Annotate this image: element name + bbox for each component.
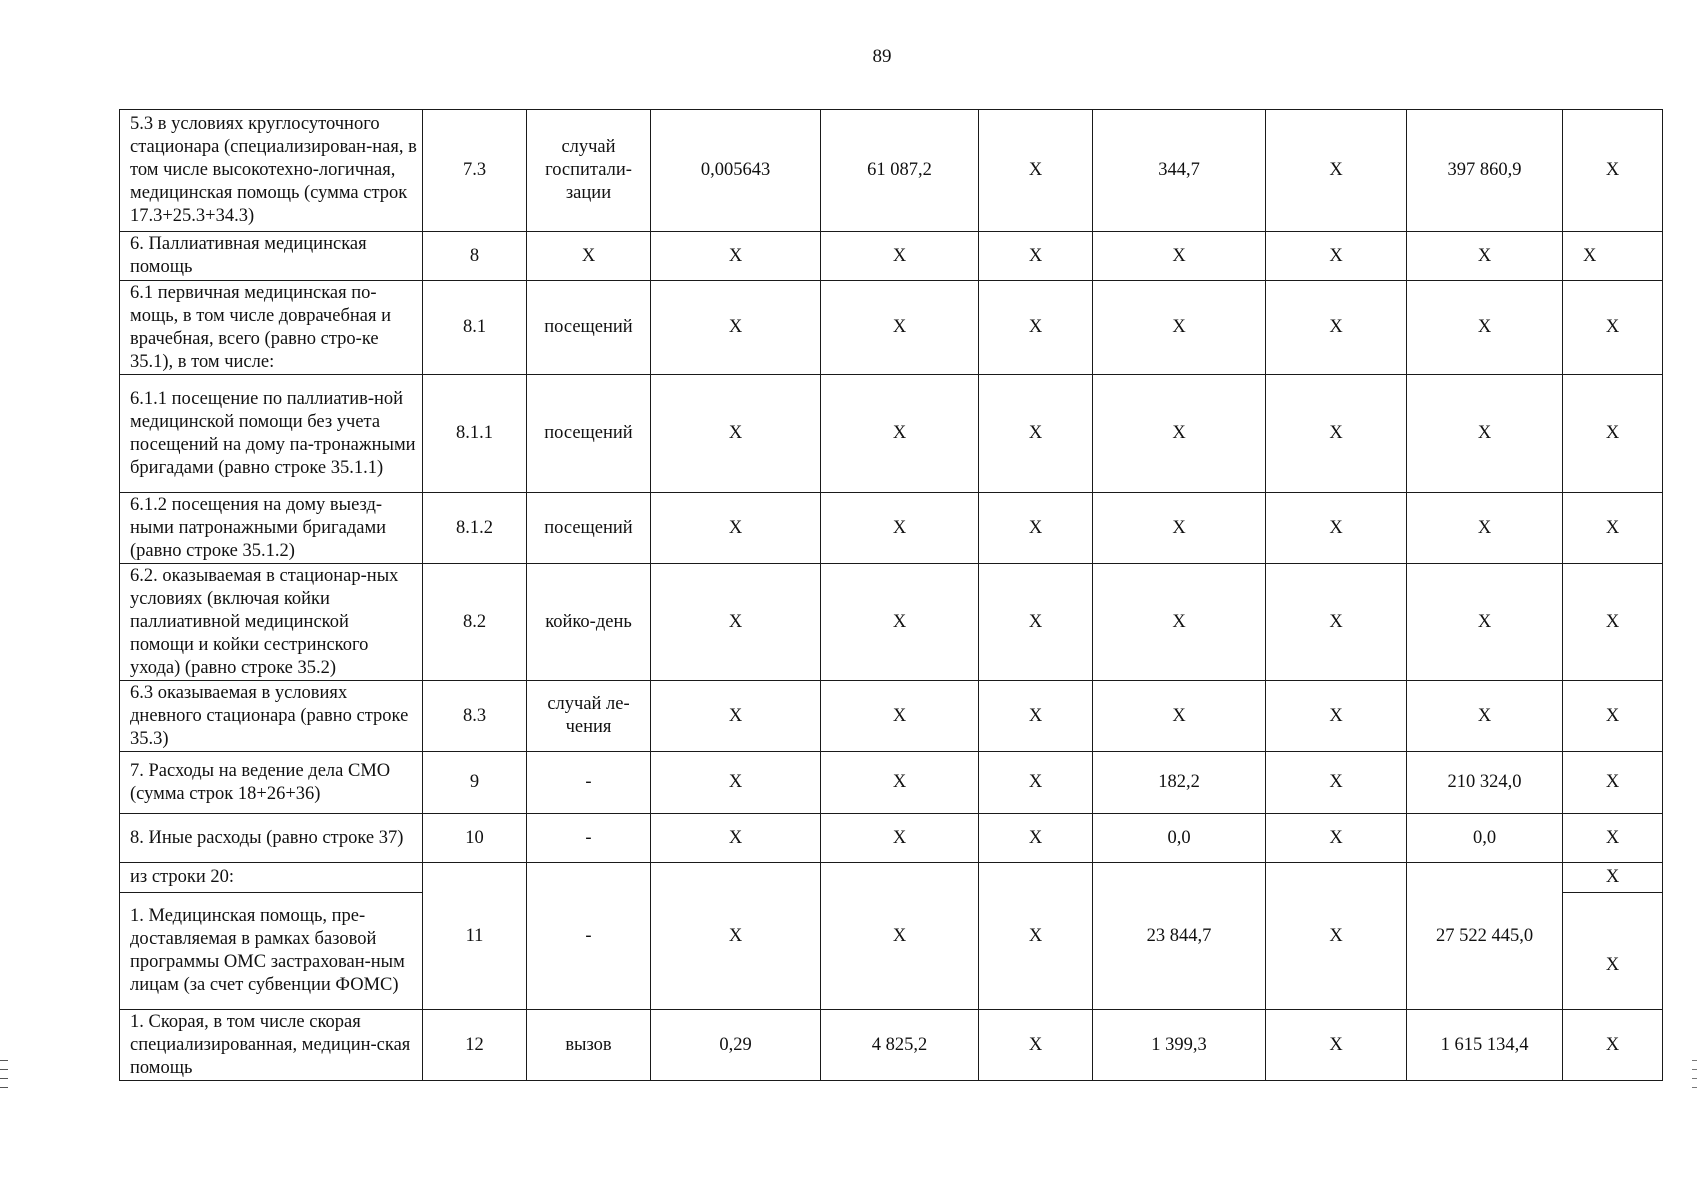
cell-col8: X <box>1266 1010 1407 1081</box>
row-unit: случай ле-чения <box>527 681 651 752</box>
cell-col10: X <box>1563 893 1663 1010</box>
cell-col5: X <box>821 493 979 564</box>
cell-col6: X <box>979 110 1093 232</box>
from-row-label: из строки 20: <box>120 863 423 893</box>
cell-col4: 0,29 <box>651 1010 821 1081</box>
cell-col4: 0,005643 <box>651 110 821 232</box>
cell-col9: X <box>1407 375 1563 493</box>
row-description: 6.1.2 посещения на дому выезд-ными патронажными бригадами (равно строке 35.1.2) <box>120 493 423 564</box>
cell-col8: X <box>1266 281 1407 375</box>
cell-col9: X <box>1407 681 1563 752</box>
row-description: 6. Паллиативная медицинская помощь <box>120 232 423 281</box>
row-unit: вызов <box>527 1010 651 1081</box>
table-row <box>120 375 1663 493</box>
cell-col10: X <box>1563 110 1663 232</box>
table-row <box>120 863 1663 893</box>
cell-col7: 1 399,3 <box>1093 1010 1266 1081</box>
cell-col5: 4 825,2 <box>821 1010 979 1081</box>
cell-col5: 61 087,2 <box>821 110 979 232</box>
row-code: 8.1.2 <box>423 493 527 564</box>
cell-col9: X <box>1407 493 1563 564</box>
cell-col6: X <box>979 752 1093 814</box>
cell-col8: X <box>1266 564 1407 681</box>
cell-col6: X <box>979 863 1093 1010</box>
cell-col5: X <box>821 564 979 681</box>
cell-col4: X <box>651 814 821 863</box>
row-description: 5.3 в условиях круглосуточного стационара (специализирован-ная, в том числе высокотехно-логичная, медицинская помощь (сумма строк 17.3+25.3+34.3) <box>120 110 423 232</box>
cell-col5: X <box>821 752 979 814</box>
cell-col5: X <box>821 681 979 752</box>
cell-col10: X <box>1563 863 1663 893</box>
row-code: 9 <box>423 752 527 814</box>
row-description: 6.1.1 посещение по паллиатив-ной медицинской помощи без учета посещений на дому па-тронажными бригадами (равно строке 35.1.1) <box>120 375 423 493</box>
row-description: 7. Расходы на ведение дела СМО (сумма строк 18+26+36) <box>120 752 423 814</box>
row-unit: посещений <box>527 375 651 493</box>
cell-col5: X <box>821 232 979 281</box>
row-code: 11 <box>423 863 527 1010</box>
cell-col9: 27 522 445,0 <box>1407 863 1563 1010</box>
row-unit: случай госпитали-зации <box>527 110 651 232</box>
cell-col7: X <box>1093 564 1266 681</box>
cell-col6: X <box>979 681 1093 752</box>
table-row <box>120 814 1663 863</box>
row-description: 6.2. оказываемая в стационар-ных условиях (включая койки паллиативной медицинской помощи и койки сестринского ухода) (равно строке 35.2) <box>120 564 423 681</box>
table-row <box>120 281 1663 375</box>
cell-col5: X <box>821 281 979 375</box>
cell-col6: X <box>979 375 1093 493</box>
cell-col4: X <box>651 232 821 281</box>
row-code: 8.1.1 <box>423 375 527 493</box>
cell-col9: X <box>1407 281 1563 375</box>
cell-col4: X <box>651 863 821 1010</box>
row-unit: - <box>527 814 651 863</box>
row-code: 10 <box>423 814 527 863</box>
cell-col7: 23 844,7 <box>1093 863 1266 1010</box>
cell-col8: X <box>1266 375 1407 493</box>
row-code: 12 <box>423 1010 527 1081</box>
table-row <box>120 232 1663 281</box>
cell-col8: X <box>1266 493 1407 564</box>
cell-col10: X <box>1563 1010 1663 1081</box>
cell-col5: X <box>821 375 979 493</box>
cell-col9: 0,0 <box>1407 814 1563 863</box>
table-row <box>120 110 1663 232</box>
row-description: 6.1 первичная медицинская по-мощь, в том числе доврачебная и врачебная, всего (равно стро-ке 35.1), в том числе: <box>120 281 423 375</box>
cell-col9: X <box>1407 564 1563 681</box>
cell-col10: X <box>1563 564 1663 681</box>
cell-col6: X <box>979 564 1093 681</box>
cell-col7: 182,2 <box>1093 752 1266 814</box>
cell-col4: X <box>651 493 821 564</box>
cell-col10: X <box>1563 493 1663 564</box>
cell-col7: X <box>1093 375 1266 493</box>
cell-col9: 1 615 134,4 <box>1407 1010 1563 1081</box>
cell-col4: X <box>651 281 821 375</box>
cell-col6: X <box>979 814 1093 863</box>
cell-col4: X <box>651 375 821 493</box>
row-unit: - <box>527 752 651 814</box>
cell-col9: X <box>1407 232 1563 281</box>
cell-col7: X <box>1093 681 1266 752</box>
table-row <box>120 564 1663 681</box>
cell-col4: X <box>651 752 821 814</box>
scan-margin-marks-right <box>1692 1060 1697 1104</box>
cell-col10: X <box>1563 752 1663 814</box>
cell-col10: X <box>1563 375 1663 493</box>
cell-col8: X <box>1266 814 1407 863</box>
row-unit: посещений <box>527 281 651 375</box>
row-code: 8 <box>423 232 527 281</box>
cell-col6: X <box>979 493 1093 564</box>
financing-table <box>119 109 1663 1081</box>
cell-col5: X <box>821 863 979 1010</box>
cell-col7: 0,0 <box>1093 814 1266 863</box>
cell-col5: X <box>821 814 979 863</box>
row-description: 1. Медицинская помощь, пре-доставляемая в рамках базовой программы ОМС застрахован-ным лицам (за счет субвенции ФОМС) <box>120 893 423 1010</box>
cell-col10: X <box>1563 232 1663 281</box>
row-description: 8. Иные расходы (равно строке 37) <box>120 814 423 863</box>
table-row <box>120 752 1663 814</box>
cell-col9: 397 860,9 <box>1407 110 1563 232</box>
cell-col4: X <box>651 564 821 681</box>
row-unit: посещений <box>527 493 651 564</box>
row-unit: - <box>527 863 651 1010</box>
cell-col8: X <box>1266 863 1407 1010</box>
scan-margin-marks-left <box>0 1060 8 1104</box>
cell-col9: 210 324,0 <box>1407 752 1563 814</box>
cell-col8: X <box>1266 752 1407 814</box>
cell-col8: X <box>1266 232 1407 281</box>
cell-col8: X <box>1266 681 1407 752</box>
cell-col8: X <box>1266 110 1407 232</box>
row-unit: X <box>527 232 651 281</box>
row-code: 8.3 <box>423 681 527 752</box>
table-row <box>120 681 1663 752</box>
cell-col10: X <box>1563 681 1663 752</box>
row-description: 1. Скорая, в том числе скорая специализированная, медицин-ская помощь <box>120 1010 423 1081</box>
page-number: 89 <box>872 46 892 67</box>
cell-col10: X <box>1563 281 1663 375</box>
cell-col6: X <box>979 1010 1093 1081</box>
table-row <box>120 1010 1663 1081</box>
row-description: 6.3 оказываемая в условиях дневного стационара (равно строке 35.3) <box>120 681 423 752</box>
cell-col7: 344,7 <box>1093 110 1266 232</box>
table-row <box>120 493 1663 564</box>
row-code: 8.2 <box>423 564 527 681</box>
row-code: 8.1 <box>423 281 527 375</box>
cell-col7: X <box>1093 232 1266 281</box>
cell-col4: X <box>651 681 821 752</box>
cell-col10: X <box>1563 814 1663 863</box>
row-code: 7.3 <box>423 110 527 232</box>
row-unit: койко-день <box>527 564 651 681</box>
cell-col6: X <box>979 232 1093 281</box>
cell-col7: X <box>1093 281 1266 375</box>
cell-col7: X <box>1093 493 1266 564</box>
cell-col6: X <box>979 281 1093 375</box>
